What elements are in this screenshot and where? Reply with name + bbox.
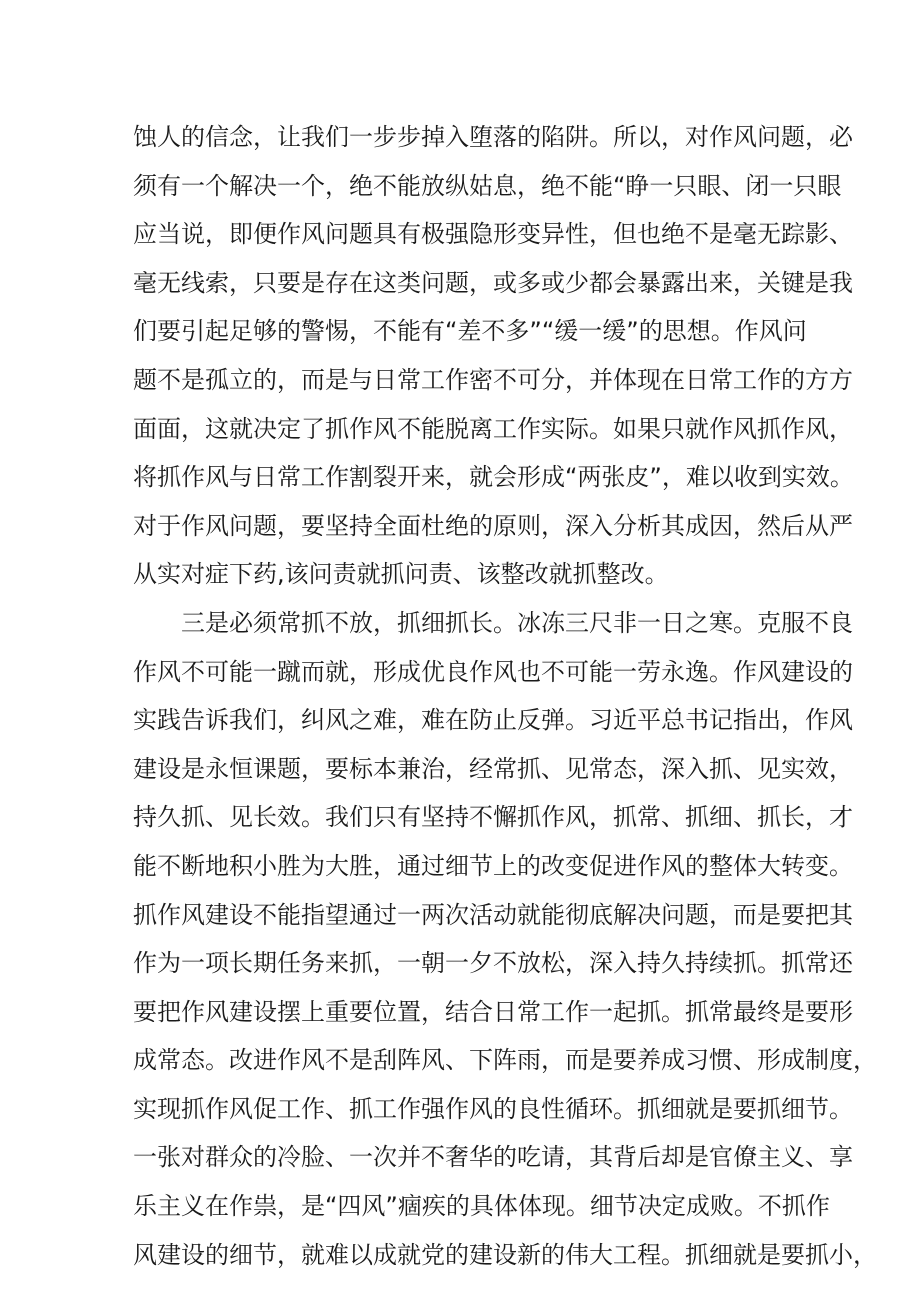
text-line: 须有一个解决一个，绝不能放纵姑息，绝不能“睁一只眼、闭一只眼 [133,171,842,200]
text-line: 乐主义在作祟，是“四风”痼疾的具体体现。细节决定成败。不抓作 [133,1192,830,1221]
text-line: 们要引起足够的警惕，不能有“差不多”“缓一缓”的思想。作风问 [133,317,807,346]
text-line: 应当说，即便作风问题具有极强隐形变异性，但也绝不是毫无踪影、 [133,220,853,249]
text-line: 抓作风建设不能指望通过一两次活动就能彻底解决问题，而是要把其 [133,900,853,929]
text-line: 持久抓、见长效。我们只有坚持不懈抓作风，抓常、抓细、抓长，才 [133,803,853,832]
paragraph-first-line: 三是必须常抓不放，抓细抓长。冰冻三尺非一日之寒。克服不良 [181,608,853,637]
text-line: 实现抓作风促工作、抓工作强作风的良性循环。抓细就是要抓细节。 [133,1094,853,1123]
text-line: 建设是永恒课题，要标本兼治，经常抓、见常态，深入抓、见实效， [133,754,853,783]
text-line: 作为一项长期任务来抓，一朝一夕不放松，深入持久持续抓。抓常还 [133,949,853,978]
text-line: 蚀人的信念，让我们一步步掉入堕落的陷阱。所以，对作风问题，必 [133,123,853,151]
text-line: 从实对症下药,该问责就抓问责、该整改就抓整改。 [133,560,669,589]
text-line: 实践告诉我们，纠风之难，难在防止反弹。习近平总书记指出，作风 [133,706,853,735]
text-line: 风建设的细节，就难以成就党的建设新的伟大工程。抓细就是要抓小， [133,1240,877,1269]
text-line: 成常态。改进作风不是刮阵风、下阵雨，而是要养成习惯、形成制度， [133,1046,877,1075]
text-line: 毫无线索，只要是存在这类问题，或多或少都会暴露出来，关键是我 [133,268,853,297]
body-text [133,113,877,1279]
text-line: 能不断地积小胜为大胜，通过细节上的改变促进作风的整体大转变。 [133,851,853,880]
text-line: 要把作风建设摆上重要位置，结合日常工作一起抓。抓常最终是要形 [133,997,853,1026]
text-line: 面面，这就决定了抓作风不能脱离工作实际。如果只就作风抓作风， [133,414,853,443]
text-line: 题不是孤立的，而是与日常工作密不可分，并体现在日常工作的方方 [133,365,853,394]
text-line: 将抓作风与日常工作割裂开来，就会形成“两张皮”，难以收到实效。 [133,463,854,492]
text-line: 对于作风问题，要坚持全面杜绝的原则，深入分析其成因，然后从严 [133,511,853,540]
text-line: 作风不可能一蹴而就，形成优良作风也不可能一劳永逸。作风建设的 [133,657,853,686]
text-line: 一张对群众的冷脸、一次并不奢华的吃请，其背后却是官僚主义、享 [133,1143,853,1172]
